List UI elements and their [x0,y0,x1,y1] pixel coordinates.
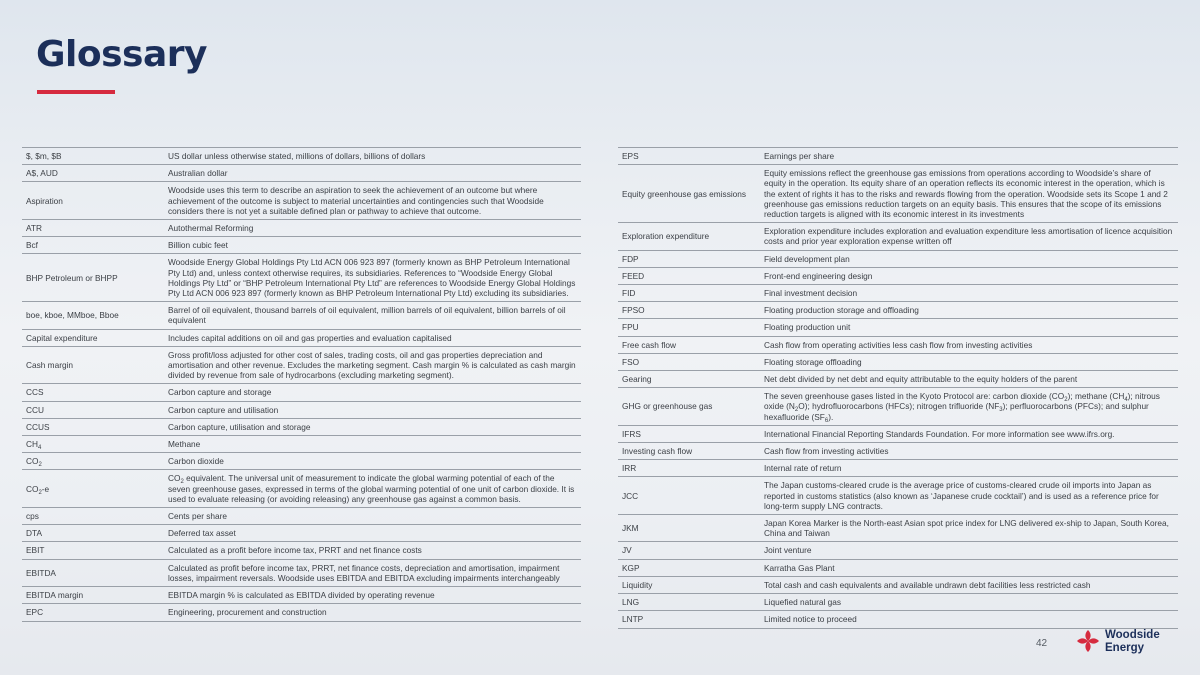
definition-text: Cash flow from operating activities less cash flow from investing activities [764,339,1033,350]
glossary-definition [164,148,581,165]
definition-text: Earnings per share [764,151,835,161]
glossary-row [618,336,1178,353]
glossary-term [618,267,760,284]
definition-text: Limited notice to proceed [764,614,857,625]
glossary-table-right [618,147,1178,629]
term-text: $, $m, $B [26,151,62,161]
glossary-term [22,254,164,302]
glossary-definition [164,384,581,401]
definition-text: O); hydrofluorocarbons (HFCs); nitrogen trifluoride (NF [798,401,1000,412]
term-text: EPS [622,151,639,161]
glossary-term [22,587,164,604]
glossary-term [22,237,164,254]
logo-line-1: Woodside [1105,629,1160,641]
term-text: CO [26,483,39,494]
glossary-row [22,508,581,525]
glossary-term [618,477,760,515]
glossary-definition [760,515,1178,542]
glossary-term [22,148,164,165]
term-text: CH [26,439,38,450]
glossary-term [22,401,164,418]
definition-text: Japan Korea Marker is the North-east Asian spot price index for LNG delivered ex-ship to Japan, South Korea, China and Taiwan [764,518,1169,539]
definition-text: Autothermal Reforming [168,223,254,234]
glossary-definition [760,425,1178,442]
glossary-row [618,223,1178,250]
glossary-term [618,250,760,267]
glossary-definition [164,542,581,559]
glossary-term [22,220,164,237]
definition-text: Carbon capture, utilisation and storage [168,421,311,432]
glossary-row [22,384,581,401]
term-text: GHG or greenhouse gas [622,401,713,412]
definition-subscript: 2 [180,479,184,486]
glossary-row [22,470,581,508]
definition-text: Calculated as profit before income tax, PRRT, net finance costs, depreciation and amortisation, impairment losses, impairment reversals. Woodside uses EBITDA and EBITDA excluding impairments interchangeably [168,562,560,583]
glossary-definition [760,302,1178,319]
glossary-term [22,525,164,542]
definition-text: Liquefied natural gas [764,597,842,608]
glossary-row [618,594,1178,611]
term-text: FSO [622,356,640,367]
definition-text: Field development plan [764,253,850,264]
glossary-definition [760,353,1178,370]
term-text: FEED [622,270,645,281]
definition-text: Front-end engineering design [764,270,873,281]
definition-text: Floating production unit [764,322,851,333]
glossary-term [618,594,760,611]
glossary-term [618,425,760,442]
term-subscript: 2 [38,489,42,496]
glossary-row [22,237,581,254]
definition-text: equivalent. The universal unit of measurement to indicate the global warming potential of each of the seven greenhouse gases, expressed in terms of the global warming potential of one unit of carbon dioxide. It is used to evaluate releasing (or avoiding releasing) any greenhouse gas against a common basis. [168,473,575,504]
title-underline [37,90,115,94]
glossary-definition [760,165,1178,223]
glossary-definition [760,460,1178,477]
glossary-row [22,401,581,418]
glossary-definition [760,559,1178,576]
glossary-term [22,470,164,508]
glossary-row [22,220,581,237]
glossary-row [22,302,581,329]
glossary-definition [164,302,581,329]
definition-text: Net debt divided by net debt and equity attributable to the equity holders of the parent [764,374,1078,385]
glossary-term [618,302,760,319]
term-text: ATR [26,223,42,234]
glossary-definition [164,559,581,586]
term-text: EBITDA margin [26,590,84,601]
glossary-row [618,148,1178,165]
definition-text: Internal rate of return [764,463,842,474]
glossary-definition [760,336,1178,353]
term-text: FDP [622,253,639,264]
term-text: LNG [622,597,640,608]
glossary-row [618,371,1178,388]
glossary-definition [760,477,1178,515]
term-text: CO [26,456,39,467]
glossary-definition [164,182,581,220]
glossary-definition [164,329,581,346]
glossary-definition [760,542,1178,559]
glossary-definition [164,587,581,604]
glossary-row [618,285,1178,302]
logo-wordmark [1105,629,1160,655]
glossary-row [22,436,581,453]
glossary-row [618,302,1178,319]
glossary-definition [164,470,581,508]
definition-text: US dollar unless otherwise stated, millions of dollars, billions of dollars [168,151,426,161]
glossary-row [22,453,581,470]
glossary-term [618,319,760,336]
glossary-term [22,508,164,525]
company-logo [1075,626,1163,660]
term-text: FPU [622,322,639,333]
definition-text: Barrel of oil equivalent, thousand barrels of oil equivalent, million barrels of oil equivalent, billion barrels of oil equivalent [168,305,566,326]
glossary-definition [760,576,1178,593]
glossary-term [618,443,760,460]
glossary-definition [164,401,581,418]
term-text: EBIT [26,545,45,556]
glossary-term [618,559,760,576]
glossary-row [22,418,581,435]
definition-text: Carbon dioxide [168,456,224,467]
glossary-term [618,515,760,542]
term-text: JCC [622,490,639,501]
definition-text: Cents per share [168,511,228,522]
term-text: Free cash flow [622,339,676,350]
term-text: CCS [26,387,44,398]
glossary-definition [760,388,1178,426]
definition-text: Billion cubic feet [168,240,228,251]
term-text: EBITDA [26,567,56,578]
definition-text: The seven greenhouse gases listed in the Kyoto Protocol are: carbon dioxide (CO [764,391,1065,402]
definition-text: Includes capital additions on oil and gas properties and evaluation capitalised [168,332,452,343]
glossary-row [618,388,1178,426]
glossary-term [22,453,164,470]
glossary-term [22,559,164,586]
term-text: KGP [622,562,640,573]
definition-text: ); nitrous oxide (N [764,391,1160,412]
glossary-row [618,319,1178,336]
glossary-term [618,542,760,559]
glossary-row [618,267,1178,284]
definition-text: Cash flow from investing activities [764,446,889,457]
glossary-definition [164,254,581,302]
glossary-term [22,418,164,435]
woodside-logo-icon [1075,628,1101,654]
term-text: EPC [26,607,44,618]
term-text: Liquidity [622,579,653,590]
term-text: LNTP [622,614,644,625]
glossary-definition [760,223,1178,250]
definition-text: The Japan customs-cleared crude is the average price of customs-cleared crude oil imports into Japan as reported in customs statistics (also known as ‘Japanese crude cocktail’) and is used as a reference price for long-term supply LNG contracts. [764,480,1159,511]
term-text: Gearing [622,374,652,385]
glossary-term [22,436,164,453]
glossary-definition [760,148,1178,165]
glossary-row [618,559,1178,576]
definition-text: Floating production storage and offloading [764,305,919,316]
glossary-definition [760,267,1178,284]
glossary-row [22,329,581,346]
term-subscript: 4 [37,445,42,452]
term-text: IFRS [622,428,641,439]
glossary-definition [164,237,581,254]
glossary-row [22,587,581,604]
glossary-term [22,329,164,346]
term-text: JV [622,545,632,556]
glossary-definition [164,453,581,470]
glossary-term [618,285,760,302]
definition-text: Calculated as a profit before income tax, PRRT and net finance costs [168,545,422,556]
glossary-term [22,346,164,384]
definition-text: Carbon capture and utilisation [168,404,279,415]
glossary-row [618,542,1178,559]
definition-subscript: 3 [999,407,1003,414]
definition-text: ); perfluorocarbons (PFCs); and sulphur hexafluoride (SF [764,401,1149,422]
glossary-term [22,542,164,559]
glossary-definition [760,443,1178,460]
term-text: Equity greenhouse gas emissions [622,188,747,199]
glossary-definition [164,346,581,384]
definition-text: Final investment decision [764,288,858,299]
glossary-term [22,384,164,401]
glossary-row [618,576,1178,593]
term-text: CCUS [26,421,50,432]
term-text: FID [622,288,636,299]
term-text: Aspiration [26,195,63,206]
term-text: A$, AUD [26,168,58,179]
definition-text: Methane [168,439,201,450]
definition-text: ); methane (CH [1067,391,1125,402]
definition-text: ). [828,411,834,422]
glossary-definition [760,250,1178,267]
glossary-term [618,223,760,250]
glossary-row [618,515,1178,542]
glossary-definition [760,319,1178,336]
term-text: FPSO [622,305,645,316]
definition-text: Joint venture [764,545,812,556]
term-text: JKM [622,523,639,534]
glossary-term [22,165,164,182]
glossary-term [22,182,164,220]
glossary-row [618,425,1178,442]
definition-text: Carbon capture and storage [168,387,272,398]
term-text: Exploration expenditure [622,231,710,242]
glossary-definition [760,285,1178,302]
term-text: Bcf [26,240,38,251]
definition-subscript: 4 [1124,397,1128,404]
glossary-term [618,371,760,388]
term-subscript: 2 [38,462,42,469]
definition-subscript: 2 [1064,397,1068,404]
term-text: Capital expenditure [26,332,98,343]
logo-line-2: Energy [1105,642,1144,654]
glossary-row [22,148,581,165]
definition-text: Woodside Energy Global Holdings Pty Ltd ACN 006 923 897 (formerly known as BHP Petroleum International Pty Ltd) and, unless context otherwise requires, its subsidiaries. References to “Woodside Energy Global Holdings Pty Ltd” or “BHP Petroleum International Pty Ltd” are references to Woodside Energy Global Holdings Pty Ltd ACN 006 923 897 (formerly known as BHP Petroleum International Pty Ltd) excluding its subsidiaries. [168,257,576,299]
glossary-row [618,250,1178,267]
glossary-row [22,542,581,559]
glossary-definition [760,371,1178,388]
glossary-term [618,353,760,370]
definition-subscript: 6 [824,417,829,424]
definition-text: Equity emissions reflect the greenhouse gas emissions from operations according to Woodside’s share of equity in the operation. Its equity share of an operation reflects its economic interest in the operation, which is the extent of rights it has to the risks and rewards flowing from the operation. Woodside sets its Scope 1 and 2 greenhouse gas emissions reduction targets on an equity basis. This ensures that the scope of its emissions reduction targets is aligned with its economic interest in its investments [764,168,1168,220]
glossary-row [22,182,581,220]
glossary-row [22,346,581,384]
term-text: CCU [26,404,44,415]
glossary-definition [164,220,581,237]
glossary-definition [164,508,581,525]
definition-subscript: 2 [794,407,799,414]
term-suffix: -e [41,483,50,494]
term-text: Cash margin [26,360,74,371]
definition-text: Exploration expenditure includes exploration and evaluation expenditure less amortisation of licence acquisition costs and prior year exploration expense written off [764,226,1173,247]
glossary-term [618,611,760,628]
term-text: Investing cash flow [622,446,693,457]
term-text: BHP Petroleum or BHPP [26,272,118,283]
definition-prefix: CO [168,473,181,484]
definition-text: Deferred tax asset [168,528,236,539]
definition-text: Floating storage offloading [764,356,862,367]
glossary-row [22,525,581,542]
glossary-term [618,336,760,353]
definition-text: International Financial Reporting Standards Foundation. For more information see www.ifrs.org. [764,428,1115,439]
term-text: IRR [622,463,637,474]
definition-text: Woodside uses this term to describe an aspiration to seek the achievement of an outcome but where achievement of the outcome is subject to material uncertainties and contingencies such that Woodside considers there is not yet a suitable defined plan or pathway to achieve that outcome. [168,185,544,216]
glossary-term [618,388,760,426]
definition-text: Karratha Gas Plant [764,562,835,573]
term-text: DTA [26,528,42,539]
term-text: cps [26,511,39,522]
glossary-row [22,604,581,621]
definition-text: Total cash and cash equivalents and available undrawn debt facilities less restricted cash [764,579,1091,590]
glossary-definition [760,594,1178,611]
definition-text: Engineering, procurement and construction [168,607,327,618]
glossary-term [618,148,760,165]
glossary-table-left [22,147,581,622]
glossary-row [618,353,1178,370]
term-text: boe, kboe, MMboe, Bboe [26,310,119,321]
glossary-term [22,604,164,621]
glossary-row [22,559,581,586]
glossary-row [22,165,581,182]
definition-text: Gross profit/loss adjusted for other cost of sales, trading costs, oil and gas properties depreciation and amortisation and other revenue. Excludes the marketing segment. Cash margin % is calculated as cash margin divided by revenue from sale of hydrocarbons (excluding marketing segment). [168,349,576,381]
page-title: Glossary [36,34,207,75]
definition-text: Australian dollar [168,168,228,179]
glossary-definition [164,436,581,453]
glossary-row [618,477,1178,515]
glossary-row [618,165,1178,223]
glossary-term [618,460,760,477]
glossary-row [22,254,581,302]
glossary-definition [164,165,581,182]
glossary-term [22,302,164,329]
definition-text: EBITDA margin % is calculated as EBITDA divided by operating revenue [168,590,435,601]
glossary-definition [164,604,581,621]
glossary-term [618,576,760,593]
glossary-definition [164,418,581,435]
glossary-definition [164,525,581,542]
glossary-row [618,460,1178,477]
glossary-term [618,165,760,223]
page-number: 42 [1036,638,1048,649]
glossary-row [618,443,1178,460]
